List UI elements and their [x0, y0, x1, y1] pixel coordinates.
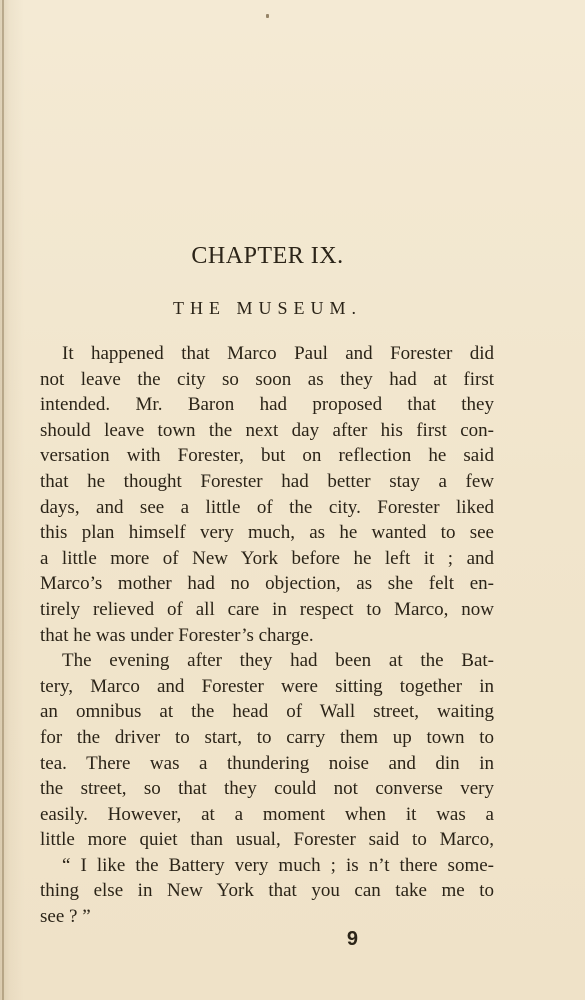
text-line: not leave the city so soon as they had at first — [40, 368, 494, 390]
paragraph-1 — [40, 341, 494, 648]
text-line: It happened that Marco Paul and Forester did — [62, 343, 494, 364]
text-line: this plan himself very much, as he wanted to see — [40, 522, 494, 544]
text-line: The evening after they had been at the Bat- — [62, 650, 494, 672]
page-number: 9 — [346, 928, 358, 950]
text-line: versation with Forester, but on reflection he said — [40, 445, 494, 467]
text-line: “ I like the Battery very much ; is n’t there some- — [62, 854, 494, 876]
text-line: tery, Marco and Forester were sitting together in — [40, 675, 494, 697]
text-line: thing else in New York that you can take me to — [40, 880, 494, 902]
text-line: the street, so that they could not converse very — [40, 778, 494, 800]
text-line: tirely relieved of all care in respect to Marco, now — [40, 598, 494, 620]
text-line: see ? ” — [40, 906, 91, 928]
text-line: intended. Mr. Baron had proposed that they — [40, 394, 494, 416]
text-line: days, and see a little of the city. Forester liked — [40, 496, 494, 518]
text-line: tea. There was a thundering noise and din in — [40, 752, 494, 774]
paragraph-2 — [40, 648, 494, 853]
text-line: a little more of New York before he left it ; and — [40, 547, 494, 569]
text-line: easily. However, at a moment when it was a — [40, 803, 494, 825]
section-title: THE MUSEUM. — [172, 298, 362, 318]
text-line: for the driver to start, to carry them up town to — [40, 726, 494, 748]
text-line: little more quiet than usual, Forester said to Marco, — [40, 829, 494, 851]
chapter-title: CHAPTER IX. — [191, 243, 344, 269]
text-line: should leave town the next day after his first con- — [40, 419, 494, 441]
body-text — [40, 341, 494, 930]
paragraph-3 — [40, 853, 494, 930]
text-line: Marco’s mother had no objection, as she felt en- — [40, 573, 494, 595]
ink-speck — [266, 14, 269, 18]
text-line: that he thought Forester had better stay a few — [40, 470, 494, 492]
page-binding-edge — [2, 0, 4, 1000]
text-line: an omnibus at the head of Wall street, waiting — [40, 701, 494, 723]
text-line: that he was under Forester’s charge. — [40, 624, 314, 646]
